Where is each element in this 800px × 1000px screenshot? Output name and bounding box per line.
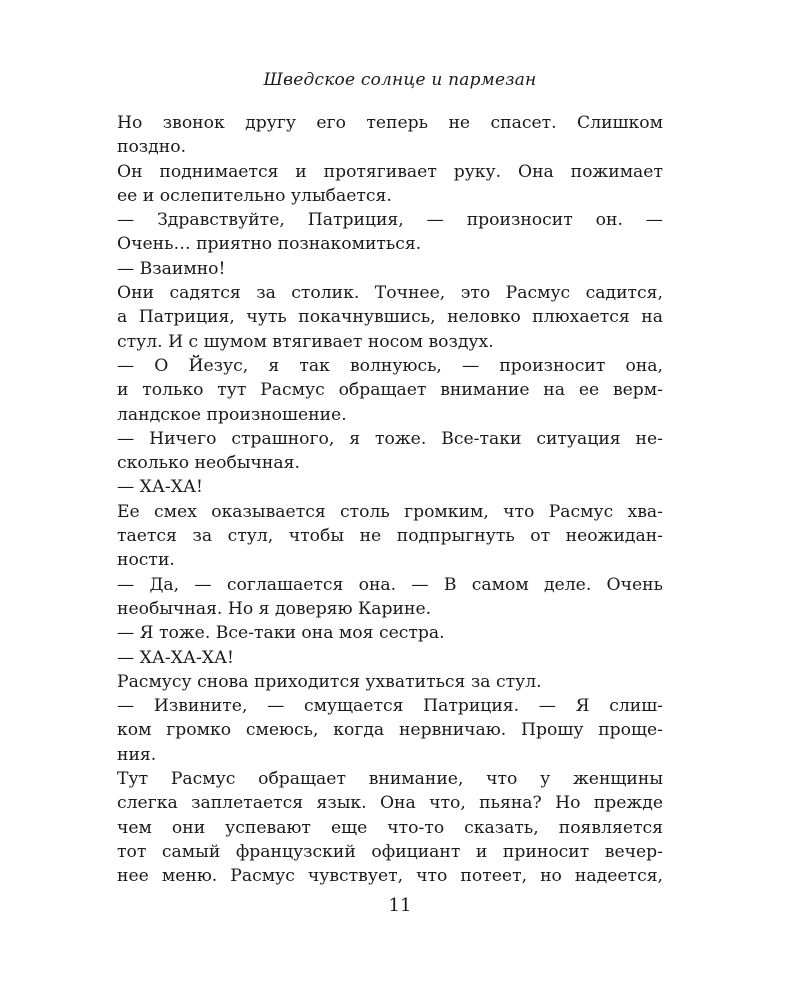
text-line: Очень… приятно познакомиться. [117, 234, 422, 255]
text-line: ландское произношение. [117, 404, 347, 425]
text-line: Тут Расмус обращает внимание, что у женщины [117, 769, 663, 790]
text-line: тот самый французский официант и приносит вечер- [117, 841, 663, 862]
text-line: и только тут Расмус обращает внимание на ее верм- [117, 380, 663, 401]
text-line: а Патриция, чуть покачнувшись, неловко плюхается на [117, 307, 663, 328]
text-line: — ХА-ХА-ХА! [117, 647, 234, 668]
text-line: — ХА-ХА! [117, 477, 203, 498]
text-line: ее и ослепительно улыбается. [117, 185, 392, 206]
text-line: ния. [117, 744, 157, 765]
text-line: слегка заплетается язык. Она что, пьяна? Но прежде [117, 793, 663, 814]
body-text [117, 111, 663, 889]
text-line: чем они успевают еще что-то сказать, появляется [117, 817, 663, 838]
text-line: Ее смех оказывается столь громким, что Расмус хва- [117, 501, 663, 522]
text-line: — О Йезус, я так волнуюсь, — произносит она, [117, 355, 663, 376]
text-line: поздно. [117, 137, 187, 158]
text-line: ности. [117, 550, 175, 571]
text-line: сколько необычная. [117, 453, 300, 474]
text-line: — Извините, — смущается Патриция. — Я слиш- [117, 696, 663, 717]
text-line: необычная. Но я доверяю Карине. [117, 598, 432, 619]
text-line: — Я тоже. Все-таки она моя сестра. [117, 623, 445, 644]
text-line: — Ничего страшного, я тоже. Все-таки ситуация не- [117, 428, 663, 449]
page-number: 11 [388, 895, 412, 916]
text-line: ком громко смеюсь, когда нервничаю. Прошу проще- [117, 720, 663, 741]
text-line: — Да, — соглашается она. — В самом деле. Очень [117, 574, 663, 595]
running-head: Шведское солнце и пармезан [263, 70, 537, 90]
text-line: стул. И с шумом втягивает носом воздух. [117, 331, 494, 352]
text-line: Они садятся за столик. Точнее, это Расмус садится, [117, 283, 663, 304]
text-line: тается за стул, чтобы не подпрыгнуть от неожидан- [117, 526, 663, 547]
text-line: нее меню. Расмус чувствует, что потеет, но надеется, [117, 866, 663, 887]
text-line: Он поднимается и протягивает руку. Она пожимает [117, 161, 663, 182]
text-line: — Здравствуйте, Патриция, — произносит он. — [117, 210, 663, 231]
text-line: Но звонок другу его теперь не спасет. Слишком [117, 113, 663, 133]
text-line: Расмусу снова приходится ухватиться за стул. [117, 671, 542, 692]
text-line: — Взаимно! [117, 258, 226, 279]
